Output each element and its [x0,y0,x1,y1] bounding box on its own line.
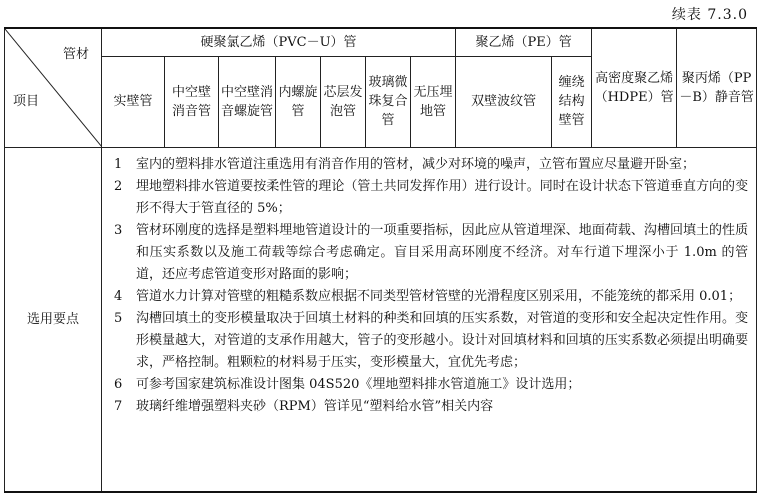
row-label-selection-points: 选用要点 [5,148,102,492]
header-pp: 聚丙烯（PP－B）静音管 [677,28,757,148]
note-item: 1 室内的塑料排水管道注重选用有消音作用的管材，减少对环境的噪声，立管布置应尽量避开卧室； [114,157,696,172]
subheader-double-wall-corrugated: 双壁波纹管 [456,56,552,147]
note-item: 5 沟槽回填土的变形模量取决于回填土材料的种类和回填的压实系数，对管道的变形和安全起决定性作用。变形模量越大，对管道的支承作用越大，管子的变形越小。设计对回填材料和回填的压实系数必须提出明确要求，严格控制。粗颗粒的材料易于压实，变形模量大，宜优先考虑； [114,311,749,370]
subheader-hollow-silent: 中空壁消音管 [165,56,219,147]
note-item: 7 玻璃纤维增强塑料夹砂（RPM）管详见“塑料给水管”相关内容 [114,399,494,414]
note-item: 3 管材环刚度的选择是塑料埋地管道设计的一项重要指标，因此应从管道埋深、地面荷载、沟槽回填土的性质和压实系数以及施工荷载等综合考虑确定。盲目采用高环刚度不经济。对车行道下埋深小于 1.0m 的管道，还应考虑管道变形对路面的影响； [114,223,749,282]
subheader-foam-core: 芯层发泡管 [321,56,366,147]
subheader-nonpressure-buried: 无压埋地管 [411,56,456,147]
header-hdpe: 高密度聚乙烯（HDPE）管 [592,28,677,148]
group-header-pe: 聚乙烯（PE）管 [456,28,592,56]
corner-label-material: 管材 [62,47,89,62]
subheader-solid-wall: 实壁管 [102,56,165,147]
corner-label-item: 项目 [13,94,40,109]
subheader-inner-spiral: 内螺旋管 [276,56,321,147]
corner-header-cell [5,28,102,148]
selection-notes [102,148,757,492]
subheader-glass-bead: 玻璃微珠复合管 [366,56,411,147]
group-header-pvc: 硬聚氯乙烯（PVC－U）管 [102,28,456,56]
subheader-hollow-spiral: 中空壁消音螺旋管 [219,56,276,147]
note-item: 2 埋地塑料排水管道要按柔性管的理论（管土共同发挥作用）进行设计。同时在设计状态下管道垂直方向的变形不得大于管直径的 5%； [114,179,749,216]
note-item: 6 可参考国家建筑标准设计图集 04S520《埋地塑料排水管道施工》设计选用； [114,377,581,392]
subheader-wound-structure: 缠绕结构壁管 [552,56,592,147]
note-item: 4 管道水力计算对管壁的粗糙系数应根据不同类型管材管壁的光滑程度区别采用，不能笼统的都采用 0.01； [114,289,742,304]
continued-table-label: 续表 7.3.0 [671,7,748,23]
pipe-selection-table [4,27,757,493]
